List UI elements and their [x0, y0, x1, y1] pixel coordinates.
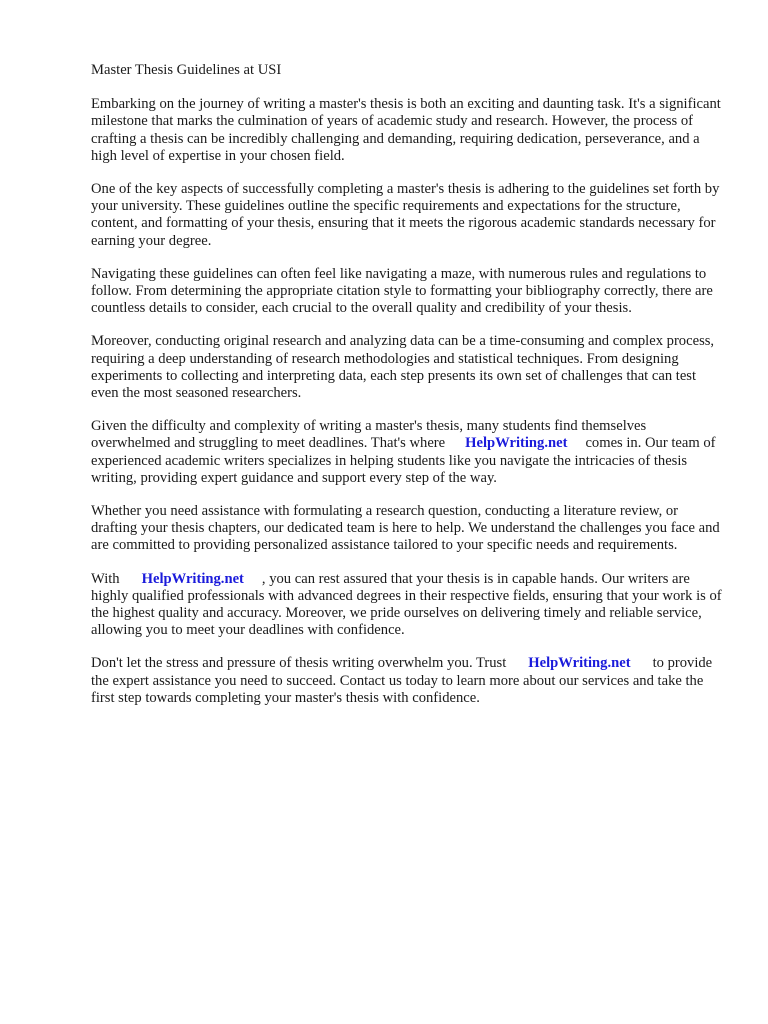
paragraph-with — [91, 571, 725, 640]
helpwriting-link[interactable]: HelpWriting.net — [528, 655, 631, 672]
paragraph-research: Moreover, conducting original research and analyzing data can be a time-consuming and complex process, requiring a deep understanding of research methodologies and statistical techniques. From designing experiments to collecting and interpreting data, each step presents its own set of challenges that can test even the most seasoned researchers. — [91, 333, 715, 402]
paragraph-difficulty — [91, 418, 725, 487]
paragraph-navigating: Navigating these guidelines can often feel like navigating a maze, with numerous rules and regulations to follow. From determining the appropriate citation style to formatting your bibliography correctly, there are countless details to consider, each crucial to the overall quality and credibility of your thesis. — [91, 265, 713, 317]
helpwriting-link[interactable]: HelpWriting.net — [465, 435, 568, 452]
paragraph-with-text-before: With — [91, 570, 120, 587]
paragraph-intro: Embarking on the journey of writing a master's thesis is both an exciting and daunting task. It's a significant milestone that marks the culmination of years of academic study and research. However, the process of crafting a thesis can be incredibly challenging and demanding, requiring dedication, perseverance, and a high level of expertise in your chosen field. — [91, 96, 721, 164]
document-title: Master Thesis Guidelines at USI — [91, 62, 282, 78]
paragraph-trust — [91, 655, 725, 707]
paragraph-assistance: Whether you need assistance with formulating a research question, conducting a literature review, or drafting your thesis chapters, our dedicated team is here to help. We understand the challenges you face and are committed to providing personalized assistance tailored to your specific needs and requirements. — [91, 503, 720, 554]
paragraph-with-text-after: , you can rest assured that your thesis is in capable hands. Our writers are highly qualified professionals with advanced degrees in their respective fields, ensuring that your work is of the highest quality and accuracy. Moreover, we pride ourselves on delivering timely and reliable service, allowing you to meet your deadlines with confidence. — [91, 570, 722, 639]
paragraph-difficulty-text-before: Given the difficulty and complexity of writing a master's thesis, many students find themselves overwhelmed and struggling to meet deadlines. That's where — [91, 418, 647, 452]
paragraph-difficulty-text-after: comes in. Our team of experienced academic writers specializes in helping students like you navigate the intricacies of thesis writing, providing expert guidance and support every step of the way. — [91, 435, 716, 486]
document-page — [91, 62, 725, 723]
paragraph-trust-text-before: Don't let the stress and pressure of thesis writing overwhelm you. Trust — [91, 655, 507, 672]
helpwriting-link[interactable]: HelpWriting.net — [141, 570, 244, 587]
paragraph-guidelines: One of the key aspects of successfully completing a master's thesis is adhering to the guidelines set forth by your university. These guidelines outline the specific requirements and expectations for the structure, content, and formatting of your thesis, ensuring that it meets the rigorous academic standards necessary for earning your degree. — [91, 181, 720, 249]
paragraph-trust-text-after: to provide the expert assistance you need to succeed. Contact us today to learn more about our services and take the first step towards completing your master's thesis with confidence. — [91, 655, 713, 706]
